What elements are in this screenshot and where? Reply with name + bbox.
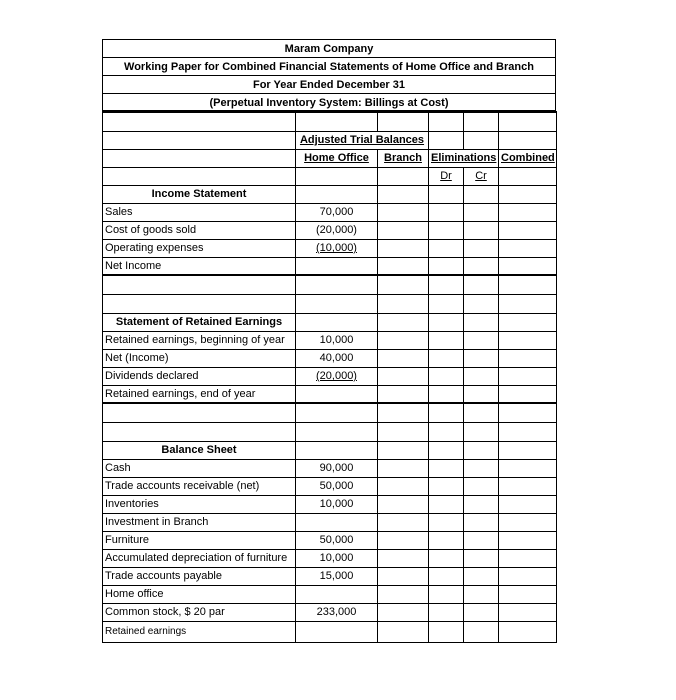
income-statement-title: Income Statement bbox=[103, 185, 296, 203]
table-row bbox=[103, 331, 557, 349]
branch-column-header: Branch bbox=[378, 149, 429, 167]
section-header-row bbox=[103, 441, 557, 459]
system-line: (Perpetual Inventory System: Billings at Cost) bbox=[102, 93, 556, 111]
table-row bbox=[103, 621, 557, 642]
home-office-value bbox=[296, 621, 378, 642]
row-label: Net (Income) bbox=[103, 349, 296, 367]
home-office-value: 70,000 bbox=[296, 203, 378, 221]
home-office-value: (20,000) bbox=[296, 221, 378, 239]
table-row bbox=[103, 239, 557, 257]
row-label: Trade accounts receivable (net) bbox=[103, 477, 296, 495]
table-row bbox=[103, 531, 557, 549]
home-office-value: 50,000 bbox=[296, 477, 378, 495]
table-row bbox=[103, 603, 557, 621]
adjusted-trial-balances-header: Adjusted Trial Balances bbox=[296, 131, 429, 149]
table-row bbox=[103, 477, 557, 495]
credit-column-header: Cr bbox=[464, 167, 499, 185]
table-row bbox=[103, 495, 557, 513]
row-label: Retained earnings bbox=[103, 621, 296, 642]
home-office-value: (10,000) bbox=[296, 239, 378, 257]
row-label: Cash bbox=[103, 459, 296, 477]
row-label: Net Income bbox=[103, 257, 296, 275]
row-label: Investment in Branch bbox=[103, 513, 296, 531]
table-row bbox=[103, 585, 557, 603]
row-label: Furniture bbox=[103, 531, 296, 549]
spacer-row bbox=[103, 403, 557, 422]
row-label: Trade accounts payable bbox=[103, 567, 296, 585]
company-name: Maram Company bbox=[102, 39, 556, 57]
spacer-row bbox=[103, 422, 557, 441]
home-office-value bbox=[296, 585, 378, 603]
table-row bbox=[103, 549, 557, 567]
home-office-value: 10,000 bbox=[296, 495, 378, 513]
spacer-row bbox=[103, 275, 557, 294]
row-label: Operating expenses bbox=[103, 239, 296, 257]
home-office-value: 40,000 bbox=[296, 349, 378, 367]
retained-earnings-statement-title: Statement of Retained Earnings bbox=[103, 313, 296, 331]
home-office-column-header: Home Office bbox=[296, 149, 378, 167]
table-row bbox=[103, 459, 557, 477]
section-header-row bbox=[103, 185, 557, 203]
table-row bbox=[103, 257, 557, 275]
home-office-value: 10,000 bbox=[296, 331, 378, 349]
home-office-value: 50,000 bbox=[296, 531, 378, 549]
row-label: Dividends declared bbox=[103, 367, 296, 385]
table-row bbox=[103, 513, 557, 531]
spacer-row bbox=[103, 294, 557, 313]
row-label: Retained earnings, beginning of year bbox=[103, 331, 296, 349]
home-office-value: (20,000) bbox=[296, 367, 378, 385]
row-label: Cost of goods sold bbox=[103, 221, 296, 239]
row-label: Home office bbox=[103, 585, 296, 603]
table-row bbox=[103, 203, 557, 221]
home-office-value bbox=[296, 257, 378, 275]
section-header-row bbox=[103, 313, 557, 331]
home-office-value bbox=[296, 513, 378, 531]
table-row bbox=[103, 567, 557, 585]
table-row bbox=[103, 385, 557, 403]
balance-sheet-title: Balance Sheet bbox=[103, 441, 296, 459]
row-label: Retained earnings, end of year bbox=[103, 385, 296, 403]
row-label: Accumulated depreciation of furniture bbox=[103, 549, 296, 567]
row-label: Sales bbox=[103, 203, 296, 221]
period-line: For Year Ended December 31 bbox=[102, 75, 556, 93]
debit-column-header: Dr bbox=[429, 167, 464, 185]
spacer-row bbox=[103, 112, 557, 131]
table-row bbox=[103, 367, 557, 385]
row-label: Inventories bbox=[103, 495, 296, 513]
home-office-value: 10,000 bbox=[296, 549, 378, 567]
eliminations-column-header: Eliminations bbox=[429, 149, 499, 167]
column-group-row bbox=[103, 131, 557, 149]
home-office-value: 15,000 bbox=[296, 567, 378, 585]
combined-column-header: Combined bbox=[499, 149, 557, 167]
worksheet-table bbox=[102, 111, 557, 643]
table-row bbox=[103, 221, 557, 239]
table-row bbox=[103, 349, 557, 367]
home-office-value bbox=[296, 385, 378, 403]
dr-cr-row bbox=[103, 167, 557, 185]
column-header-row bbox=[103, 149, 557, 167]
working-paper bbox=[102, 39, 556, 643]
row-label: Common stock, $ 20 par bbox=[103, 603, 296, 621]
home-office-value: 233,000 bbox=[296, 603, 378, 621]
home-office-value: 90,000 bbox=[296, 459, 378, 477]
worksheet-title: Working Paper for Combined Financial Statements of Home Office and Branch bbox=[102, 57, 556, 75]
